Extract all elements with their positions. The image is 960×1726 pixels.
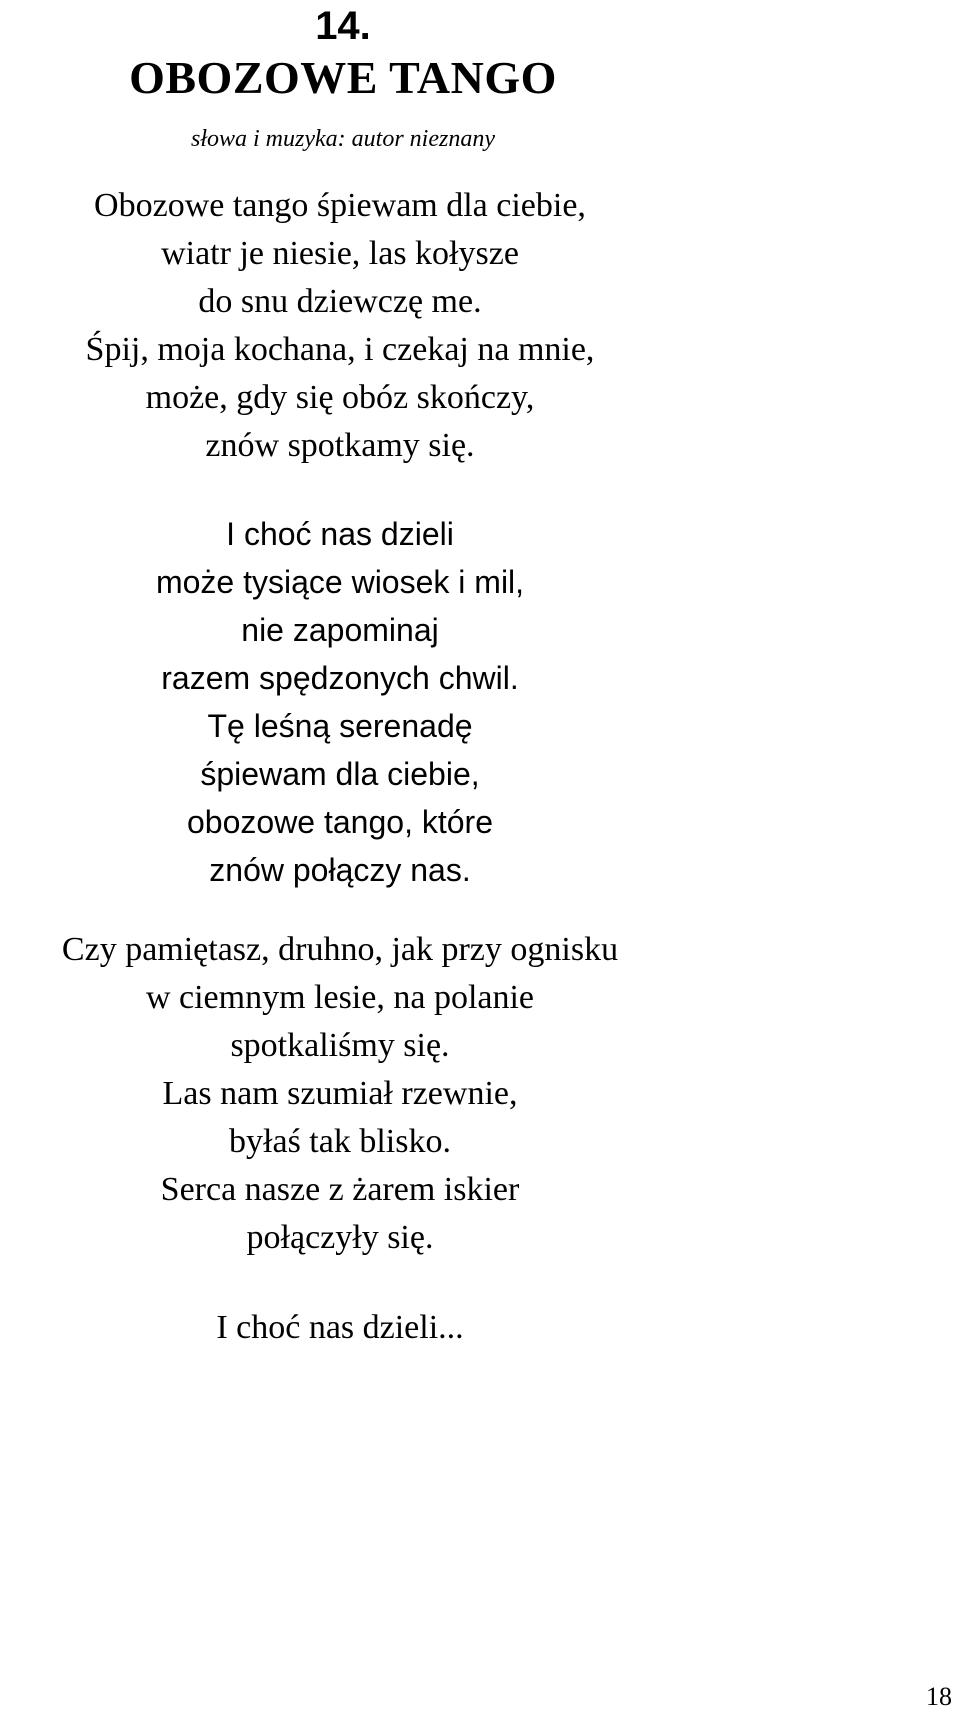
chorus-line: może tysiące wiosek i mil, <box>155 564 525 600</box>
verse-line: spotkaliśmy się. <box>230 1027 450 1064</box>
chorus-line: Tę leśną serenadę <box>207 708 473 744</box>
verse-line: do snu dziewczę me. <box>198 283 482 320</box>
chorus-line: I choć nas dzieli <box>226 516 454 552</box>
song-number: 14. <box>315 4 371 48</box>
verse-line: Śpij, moja kochana, i czekaj na mnie, <box>85 331 595 368</box>
verse-line: połączyły się. <box>246 1219 434 1256</box>
song-credit: słowa i muzyka: autor nieznany <box>191 126 495 152</box>
chorus-line: razem spędzonych chwil. <box>161 660 519 696</box>
refrain-line: I choć nas dzieli... <box>216 1309 464 1346</box>
verse-line: może, gdy się obóz skończy, <box>145 379 535 416</box>
chorus <box>0 510 680 894</box>
chorus-line: nie zapominaj <box>241 612 439 648</box>
page-number: 18 <box>926 1682 952 1711</box>
refrain <box>0 1304 680 1352</box>
verse-2 <box>0 926 680 1262</box>
verse-line: Czy pamiętasz, druhno, jak przy ognisku <box>61 931 619 968</box>
verse-line: wiatr je niesie, las kołysze <box>161 235 519 272</box>
chorus-line: śpiewam dla ciebie, <box>200 756 480 792</box>
verse-line: Obozowe tango śpiewam dla ciebie, <box>94 187 586 224</box>
verse-line: w ciemnym lesie, na polanie <box>145 979 535 1016</box>
verse-line: byłaś tak blisko. <box>229 1123 451 1160</box>
chorus-line: znów połączy nas. <box>209 852 471 888</box>
verse-1 <box>0 182 680 470</box>
song-title: OBOZOWE TANGO <box>129 52 557 103</box>
chorus-line: obozowe tango, które <box>187 804 493 840</box>
verse-line: znów spotkamy się. <box>205 427 475 464</box>
verse-line: Las nam szumiał rzewnie, <box>162 1075 518 1112</box>
verse-line: Serca nasze z żarem iskier <box>160 1171 520 1208</box>
